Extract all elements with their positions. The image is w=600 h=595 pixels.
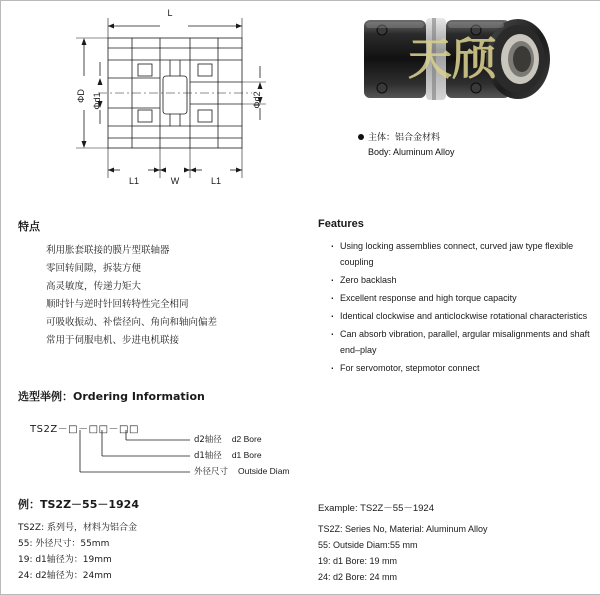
technical-drawing-svg (60, 4, 320, 194)
ordering-code: TS2Z－□－□□－□□ (30, 424, 139, 435)
dim-label-D: ΦD (76, 89, 86, 103)
feature-item-en: · For servomotor, stepmotor connect (330, 360, 590, 376)
dim-label-d2: Φd2 (252, 91, 262, 109)
feature-item-cn: 顺时针与逆时针回转特性完全相同 (46, 299, 189, 310)
feature-item-en: · Excellent response and high torque capacity (330, 290, 590, 306)
example-section-en (318, 500, 590, 585)
ordering-leader-lines (18, 408, 338, 488)
photo-caption-cn-row (358, 130, 588, 145)
feature-item-cn: 利用胀套联接的膜片型联轴器 (46, 245, 170, 256)
technical-drawing (60, 4, 320, 194)
bullet-icon (358, 134, 364, 140)
feature-item-cn: 可吸收振动、补偿径向、角向和轴向偏差 (46, 317, 218, 328)
ordering-title (18, 388, 205, 404)
dim-label-L: L (167, 8, 173, 18)
example-line-cn: 24: d2轴径为：24mm (18, 571, 112, 581)
example-section-cn (18, 496, 308, 584)
ordering-label-d2-cn: d2轴径 (194, 435, 222, 445)
product-photo (348, 4, 572, 116)
feature-item-en: · Using locking assemblies connect, curved jaw type flexible coupling (330, 238, 590, 270)
ordering-label-d1 (194, 449, 262, 461)
feature-item-cn: 常用于伺服电机、步进电机联接 (46, 335, 180, 346)
photo-caption (358, 130, 588, 159)
example-heading-cn: 例：TS2Z－55－1924 (18, 498, 139, 511)
ordering-label-d2 (194, 433, 262, 445)
feature-item-en: · Identical clockwise and anticlockwise rotational characteristics (330, 308, 590, 324)
example-heading-en: Example: TS2Z－55－1924 (318, 503, 434, 514)
example-line-cn: 19: d1轴径为：19mm (18, 555, 112, 565)
feature-item-cn: 零回转间隙，拆装方便 (46, 263, 142, 274)
features-title-cn: 特点 (18, 220, 40, 233)
ordering-title-en: Ordering Information (73, 390, 205, 403)
dim-label-d1: Φd1 (92, 92, 102, 110)
feature-item-cn: 高灵敏度，传递力矩大 (46, 281, 142, 292)
ordering-label-d1-cn: d1轴径 (194, 451, 222, 461)
ordering-label-d1-en: d1 Bore (231, 450, 262, 460)
top-illustration-area (0, 0, 600, 200)
ordering-label-d2-en: d2 Bore (231, 434, 262, 444)
example-line-cn: TS2Z: 系列号，材料为铝合金 (18, 523, 137, 533)
ordering-label-outside-cn: 外径尺寸 (194, 467, 229, 477)
ordering-label-outside-en: Outside Diam (238, 466, 290, 476)
photo-caption-cn: 主体：铝合金材料 (368, 133, 441, 143)
example-line-cn: 55: 外径尺寸：55mm (18, 539, 110, 549)
features-section-en (318, 218, 590, 378)
product-photo-area (330, 0, 592, 180)
example-line-en: 55: Outside Diam:55 mm (318, 540, 418, 550)
example-line-en: 24: d2 Bore: 24 mm (318, 572, 398, 582)
watermark-text: 天颀 (408, 34, 496, 85)
feature-item-en: · Zero backlash (330, 272, 590, 288)
photo-caption-en: Body: Aluminum Alloy (368, 147, 455, 157)
features-section-cn (18, 218, 308, 350)
ordering-title-cn: 选型举例： (18, 390, 73, 403)
features-list-en (318, 238, 590, 376)
dim-label-L1-left: L1 (128, 176, 140, 186)
features-title-en: Features (318, 218, 364, 230)
dim-label-L1-right: L1 (210, 176, 222, 186)
feature-item-en: · Can absorb vibration, parallel, argular misalignments and shaft end–play (330, 326, 590, 358)
features-list-cn (18, 242, 308, 350)
ordering-diagram (18, 408, 338, 488)
dim-label-W: W (170, 176, 180, 186)
example-line-en: 19: d1 Bore: 19 mm (318, 556, 398, 566)
ordering-label-outside (194, 465, 290, 477)
example-line-en: TS2Z: Series No, Material: Aluminum Alloy (318, 524, 488, 534)
